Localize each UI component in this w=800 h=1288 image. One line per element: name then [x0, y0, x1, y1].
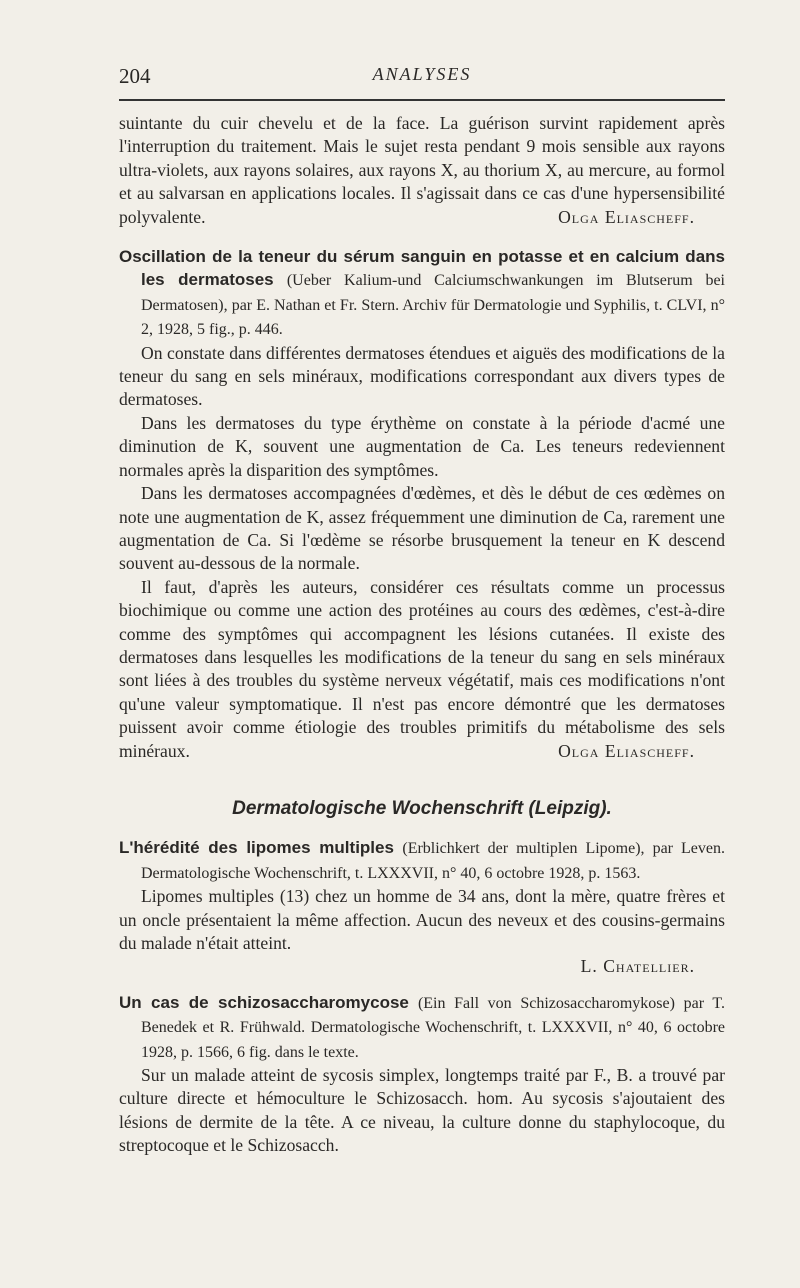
article-4: [119, 991, 725, 1158]
article-3-signature: L. Chatellier.: [580, 956, 695, 977]
article-2-reference: (Ueber Kalium-und Calciumschwankungen im Blutserum bei Dermatosen), par E. Nathan et Fr. Stern. Archiv für Dermatologie und Syphilis, t. CLVI, n° 2, 1928, 5 fig., p. 446.: [141, 272, 726, 339]
page-header: [119, 64, 725, 88]
article-2-paragraph-1: On constate dans différentes dermatoses étendues et aiguës des modifications de la teneur du sang en sels minéraux, modifications correspondant aux divers types de dermatoses.: [119, 342, 725, 410]
article-2-paragraph-3: Dans les dermatoses accompagnées d'œdèmes, et dès le début de ces œdèmes on note une augmentation de K, assez fréquemment une diminution de Ca, rarement une augmentation de Ca. Si l'œdème se résorbe brusquement la teneur en K descend souvent au-dessous de la normale.: [119, 483, 725, 574]
article-4-title: Un cas de schizosaccharomycose: [119, 992, 409, 1012]
article-4-heading: [119, 991, 725, 1064]
page-body: [119, 112, 725, 1158]
article-1-signature: Olga Eliascheff.: [558, 206, 695, 227]
article-3-paragraph: Lipomes multiples (13) chez un homme de 34 ans, dont la mère, quatre frères et un oncle présentaient la même affection. Aucun des neveux et des cousins-germains du malade n'était atteint.: [119, 886, 725, 953]
article-3: [119, 836, 725, 978]
article-4-paragraph: Sur un malade atteint de sycosis simplex, longtemps traité par F., B. a trouvé par culture directe et hémoculture le Schizosacch. hom. Au sycosis s'ajoutaient des lésions de dermite de la tête. A ce niveau, la culture donne du staphylocoque, du streptocoque et le Schizosacch.: [119, 1065, 725, 1156]
article-3-heading: [119, 836, 725, 885]
article-1-paragraph: suintante du cuir chevelu et de la face. La guérison survint rapidement après l'interruption du traitement. Mais le sujet resta pendant 9 mois sensible aux rayons ultra-violets, aux rayons solaires, aux rayons X, au thorium X, au mercure, au formol et au salvarsan en applications locales. Il s'agissait dans ce cas d'une hypersensibilité polyvalente. Olga Eliascheff.: [119, 112, 725, 229]
article-3-title: L'hérédité des lipomes multiples: [119, 838, 394, 858]
article-2-paragraph-4: Il faut, d'après les auteurs, considérer ces résultats comme un processus biochimique ou comme une action des protéines au cours des œdèmes, c'est-à-dire comme des symptômes qui accompagnent les lésions cutanées. Il existe des dermatoses dans lesquelles les modifications de la teneur du sang en sels minéraux sont liées à des troubles du système nerveux végétatif, mais ces modifications n'ont qu'une valeur symptomatique. Il n'est pas encore démontré que les dermatoses puissent avoir comme étiologie des troubles primitifs du métabolisme des sels minéraux. Olga Eliascheff.: [119, 576, 725, 763]
journal-heading: Dermatologische Wochenschrift (Leipzig).: [232, 797, 612, 819]
article-2: [119, 245, 725, 763]
article-3-reference: (Erblichkert der multiplen Lipome), par Leven. Dermatologische Wochenschrift, t. LXXXVII, n° 40, 6 octobre 1928, p. 1563.: [141, 840, 725, 882]
header-rule: [119, 99, 725, 101]
article-2-heading: [119, 245, 725, 342]
article-2-signature: Olga Eliascheff.: [558, 740, 695, 761]
article-2-title: Oscillation de la teneur du sérum sanguin en potasse et en calcium dans les dermatoses: [119, 247, 725, 290]
article-2-paragraph-2: Dans les dermatoses du type érythème on constate à la période d'acmé une diminution de K, souvent une augmentation de Ca. Les teneurs redeviennent normales après la disparition des symptômes.: [119, 412, 725, 480]
running-title: ANALYSES: [372, 64, 472, 84]
page-number: 204: [119, 64, 151, 88]
article-4-reference: (Ein Fall von Schizosaccharomykose) par T. Benedek et R. Frühwald. Dermatologische Wochenschrift, t. LXXXVII, n° 40, 6 octobre 1928, p. 1566, 6 fig. dans le texte.: [141, 994, 725, 1061]
article-1-end: [119, 112, 725, 229]
